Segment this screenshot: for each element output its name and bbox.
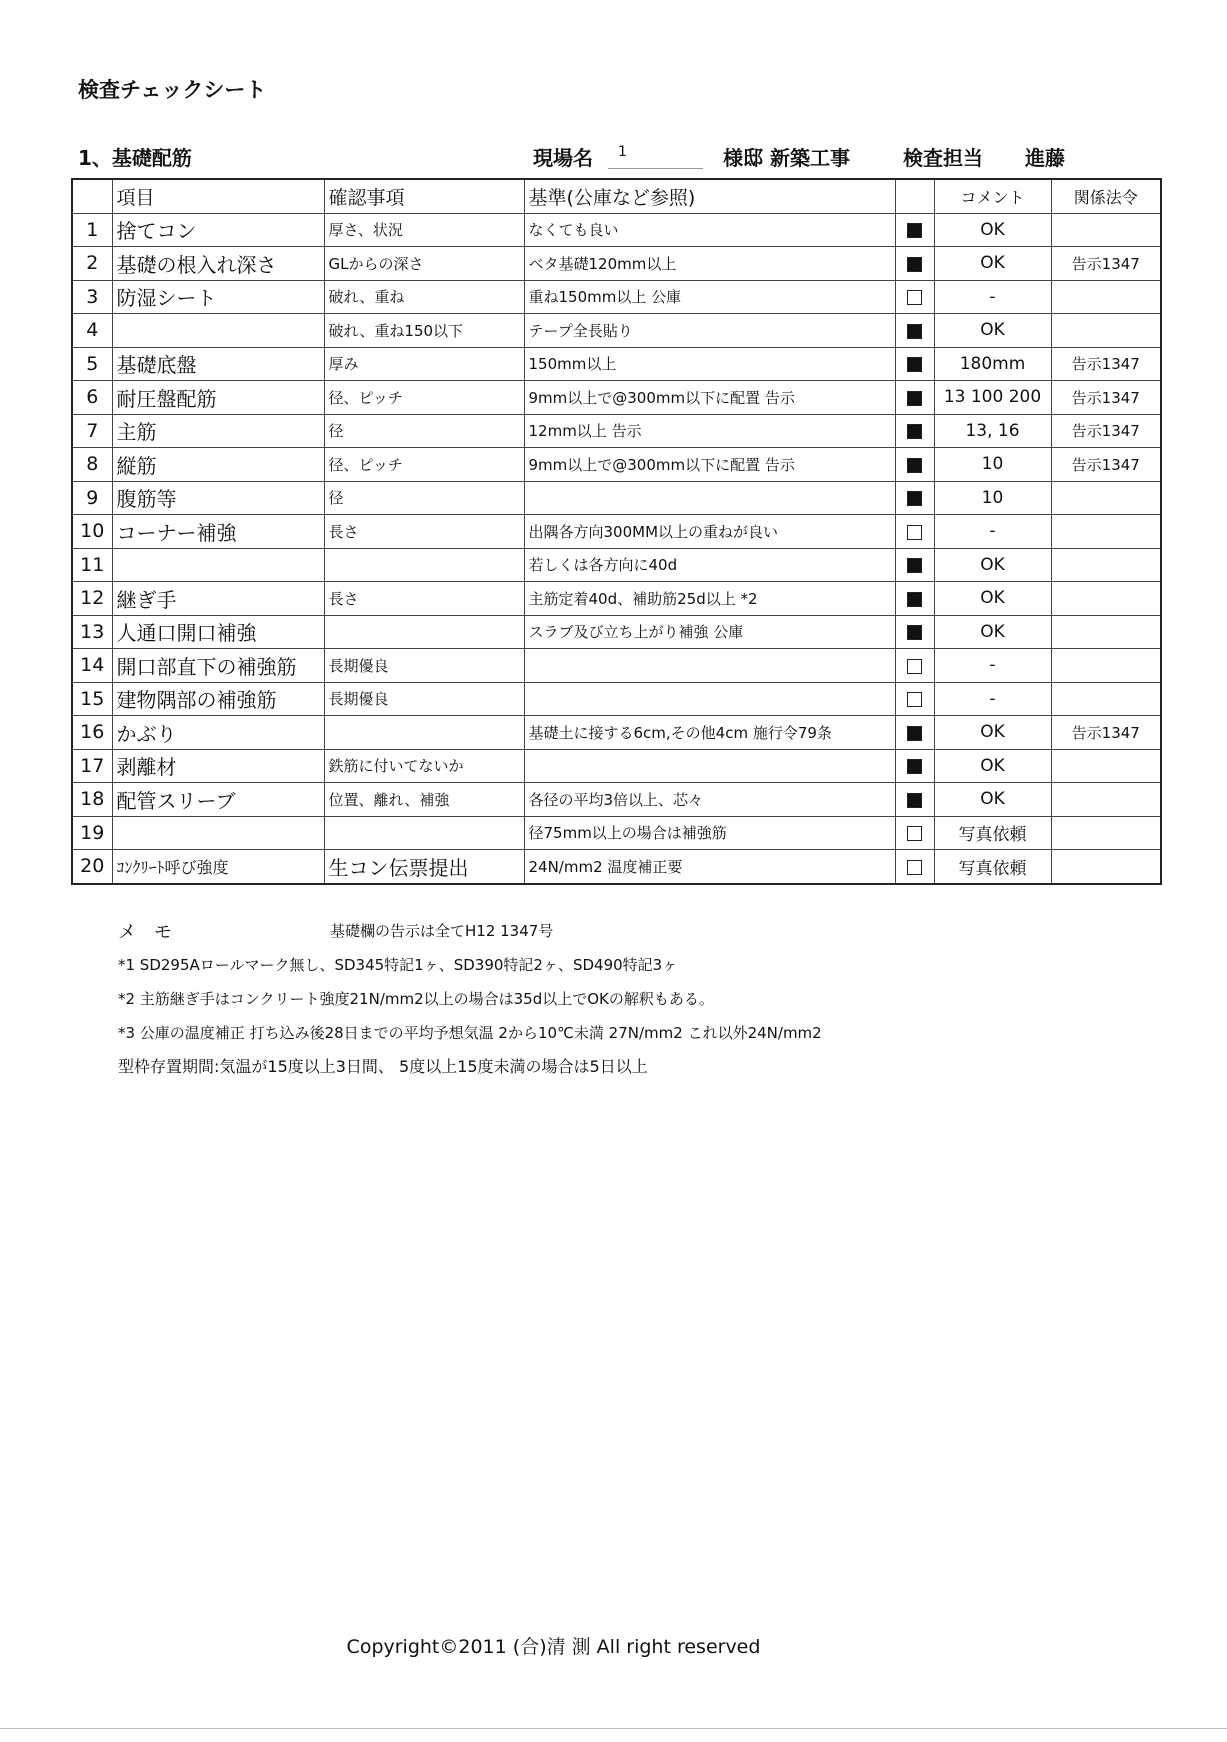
row-item: 剥離材 (112, 749, 324, 783)
checkbox[interactable] (907, 759, 922, 774)
row-confirm: 長さ (324, 515, 524, 549)
row-standard (524, 649, 895, 683)
row-standard: なくても良い (524, 213, 895, 247)
inspection-table (71, 178, 1162, 885)
row-comment: - (934, 515, 1051, 549)
table-row (72, 749, 1161, 783)
row-comment: 10 (934, 448, 1051, 482)
table-row (72, 381, 1161, 415)
row-standard: 各径の平均3倍以上、芯々 (524, 783, 895, 817)
memo-note: 基礎欄の告示は全てH12 1347号 (330, 922, 554, 940)
row-standard: 主筋定着40d、補助筋25d以上 *2 (524, 582, 895, 616)
table-row (72, 850, 1161, 884)
checkbox[interactable] (907, 592, 922, 607)
row-law: 告示1347 (1051, 716, 1161, 750)
row-number: 17 (72, 749, 112, 783)
row-standard: スラブ及び立ち上がり補強 公庫 (524, 615, 895, 649)
header-confirm: 確認事項 (324, 179, 524, 213)
checkbox[interactable] (907, 491, 922, 506)
checkbox[interactable] (907, 391, 922, 406)
table-row (72, 649, 1161, 683)
row-comment: 10 (934, 481, 1051, 515)
row-item: コーナー補強 (112, 515, 324, 549)
row-number: 15 (72, 682, 112, 716)
row-standard: 基礎土に接する6cm,その他4cm 施行令79条 (524, 716, 895, 750)
inspector-name: 進藤 (1025, 146, 1065, 170)
row-check-cell (895, 481, 934, 515)
row-law (1051, 314, 1161, 348)
table-row (72, 314, 1161, 348)
row-comment: 180mm (934, 347, 1051, 381)
row-check-cell (895, 213, 934, 247)
header-check (895, 179, 934, 213)
checkbox[interactable] (907, 659, 922, 674)
row-item: 人通口開口補強 (112, 615, 324, 649)
row-standard: テープ全長貼り (524, 314, 895, 348)
row-confirm: 厚み (324, 347, 524, 381)
row-check-cell (895, 816, 934, 850)
row-item: 継ぎ手 (112, 582, 324, 616)
checkbox[interactable] (907, 324, 922, 339)
row-law (1051, 850, 1161, 884)
row-standard: ベタ基礎120mm以上 (524, 247, 895, 281)
checkbox[interactable] (907, 290, 922, 305)
row-comment: OK (934, 548, 1051, 582)
checkbox[interactable] (907, 558, 922, 573)
copyright-footer: Copyright©2011 (合)清 測 All right reserved (346, 1636, 761, 1658)
row-law (1051, 213, 1161, 247)
row-confirm: 破れ、重ね150以下 (324, 314, 524, 348)
row-comment: OK (934, 783, 1051, 817)
row-check-cell (895, 582, 934, 616)
row-confirm: 径、ピッチ (324, 381, 524, 415)
row-standard (524, 481, 895, 515)
memo-note: *1 SD295Aロールマーク無し、SD345特記1ヶ、SD390特記2ヶ、SD490特記3ヶ (118, 956, 678, 974)
row-confirm: 径 (324, 481, 524, 515)
row-comment: 13, 16 (934, 414, 1051, 448)
row-standard: 径75mm以上の場合は補強筋 (524, 816, 895, 850)
checkbox[interactable] (907, 692, 922, 707)
row-confirm: 厚さ、状況 (324, 213, 524, 247)
table-row (72, 783, 1161, 817)
row-comment: OK (934, 749, 1051, 783)
row-number: 10 (72, 515, 112, 549)
row-check-cell (895, 615, 934, 649)
row-confirm: 長期優良 (324, 682, 524, 716)
row-check-cell (895, 515, 934, 549)
row-item: 縦筋 (112, 448, 324, 482)
section-label: 1、基礎配筋 (78, 146, 192, 170)
row-comment: OK (934, 615, 1051, 649)
header-comment: コメント (934, 179, 1051, 213)
site-name-field (608, 168, 703, 169)
row-number: 6 (72, 381, 112, 415)
row-item: 開口部直下の補強筋 (112, 649, 324, 683)
row-number: 1 (72, 213, 112, 247)
row-confirm: 鉄筋に付いてないか (324, 749, 524, 783)
row-number: 4 (72, 314, 112, 348)
table-row (72, 682, 1161, 716)
row-number: 12 (72, 582, 112, 616)
header-standard: 基準(公庫など参照) (524, 179, 895, 213)
row-item: ｺﾝｸﾘｰﾄ呼び強度 (112, 850, 324, 884)
site-name-label: 現場名 (533, 146, 593, 170)
row-number: 14 (72, 649, 112, 683)
row-comment: 写真依頼 (934, 816, 1051, 850)
section-header (78, 142, 1138, 172)
row-standard: 若しくは各方向に40d (524, 548, 895, 582)
row-confirm: 径 (324, 414, 524, 448)
row-confirm: 径、ピッチ (324, 448, 524, 482)
row-number: 2 (72, 247, 112, 281)
table-row (72, 414, 1161, 448)
row-standard: 12mm以上 告示 (524, 414, 895, 448)
row-confirm: 長期優良 (324, 649, 524, 683)
row-confirm: 生コン伝票提出 (324, 850, 524, 884)
row-comment: OK (934, 716, 1051, 750)
row-number: 20 (72, 850, 112, 884)
row-check-cell (895, 448, 934, 482)
row-comment: 13 100 200 (934, 381, 1051, 415)
row-confirm (324, 615, 524, 649)
row-item: 配管スリーブ (112, 783, 324, 817)
header-law: 関係法令 (1051, 179, 1161, 213)
row-item: 捨てコン (112, 213, 324, 247)
row-standard: 150mm以上 (524, 347, 895, 381)
row-item: 主筋 (112, 414, 324, 448)
bottom-divider (0, 1728, 1227, 1729)
row-comment: - (934, 280, 1051, 314)
row-check-cell (895, 347, 934, 381)
memo-note: *2 主筋継ぎ手はコンクリート強度21N/mm2以上の場合は35d以上でOKの解釈もある。 (118, 990, 714, 1008)
row-law (1051, 783, 1161, 817)
row-number: 13 (72, 615, 112, 649)
row-law (1051, 749, 1161, 783)
row-law (1051, 682, 1161, 716)
row-number: 5 (72, 347, 112, 381)
row-check-cell (895, 682, 934, 716)
project-name: 様邸 新築工事 (723, 146, 850, 170)
row-law: 告示1347 (1051, 448, 1161, 482)
row-standard: 9mm以上で@300mm以下に配置 告示 (524, 381, 895, 415)
row-check-cell (895, 783, 934, 817)
checkbox[interactable] (907, 826, 922, 841)
table-row (72, 448, 1161, 482)
row-comment: OK (934, 582, 1051, 616)
checkbox[interactable] (907, 525, 922, 540)
row-comment: - (934, 682, 1051, 716)
row-standard: 9mm以上で@300mm以下に配置 告示 (524, 448, 895, 482)
row-law (1051, 280, 1161, 314)
row-check-cell (895, 414, 934, 448)
table-row (72, 280, 1161, 314)
row-check-cell (895, 314, 934, 348)
table-header-row (72, 179, 1161, 213)
row-comment: OK (934, 247, 1051, 281)
header-item: 項目 (112, 179, 324, 213)
row-standard (524, 682, 895, 716)
row-check-cell (895, 280, 934, 314)
row-law (1051, 582, 1161, 616)
row-number: 8 (72, 448, 112, 482)
row-law: 告示1347 (1051, 414, 1161, 448)
row-comment: - (934, 649, 1051, 683)
row-confirm: 長さ (324, 582, 524, 616)
row-item: 腹筋等 (112, 481, 324, 515)
memo-note: *3 公庫の温度補正 打ち込み後28日までの平均予想気温 2から10℃未満 27N/mm2 これ以外24N/mm2 (118, 1024, 822, 1042)
header-no (72, 179, 112, 213)
row-check-cell (895, 381, 934, 415)
row-item: 基礎の根入れ深さ (112, 247, 324, 281)
memo-note: 型枠存置期間:気温が15度以上3日間、 5度以上15度未満の場合は5日以上 (118, 1057, 648, 1076)
row-law (1051, 649, 1161, 683)
row-number: 19 (72, 816, 112, 850)
row-number: 11 (72, 548, 112, 582)
table-row (72, 515, 1161, 549)
checkbox[interactable] (907, 625, 922, 640)
table-row (72, 481, 1161, 515)
row-confirm (324, 548, 524, 582)
row-comment: OK (934, 314, 1051, 348)
table-row (72, 716, 1161, 750)
row-item: 建物隅部の補強筋 (112, 682, 324, 716)
row-number: 3 (72, 280, 112, 314)
checkbox[interactable] (907, 257, 922, 272)
row-comment: 写真依頼 (934, 850, 1051, 884)
checkbox[interactable] (907, 424, 922, 439)
row-law: 告示1347 (1051, 347, 1161, 381)
row-number: 7 (72, 414, 112, 448)
row-item: かぶり (112, 716, 324, 750)
row-standard: 出隅各方向300MM以上の重ねが良い (524, 515, 895, 549)
checkbox[interactable] (907, 793, 922, 808)
row-confirm (324, 816, 524, 850)
row-number: 16 (72, 716, 112, 750)
row-confirm: GLからの深さ (324, 247, 524, 281)
row-law (1051, 481, 1161, 515)
row-law (1051, 515, 1161, 549)
table-row (72, 816, 1161, 850)
row-law: 告示1347 (1051, 247, 1161, 281)
row-item: 基礎底盤 (112, 347, 324, 381)
row-check-cell (895, 649, 934, 683)
checkbox[interactable] (907, 223, 922, 238)
table-row (72, 548, 1161, 582)
table-row (72, 213, 1161, 247)
row-number: 9 (72, 481, 112, 515)
row-confirm: 位置、離れ、補強 (324, 783, 524, 817)
row-law: 告示1347 (1051, 381, 1161, 415)
table-row (72, 615, 1161, 649)
row-check-cell (895, 850, 934, 884)
checkbox[interactable] (907, 726, 922, 741)
row-standard: 重ね150mm以上 公庫 (524, 280, 895, 314)
checkbox[interactable] (907, 458, 922, 473)
row-item (112, 548, 324, 582)
memo-title: メモ (118, 922, 190, 943)
document-title: 検査チェックシート (78, 78, 267, 102)
row-law (1051, 548, 1161, 582)
row-standard: 24N/mm2 温度補正要 (524, 850, 895, 884)
row-confirm (324, 716, 524, 750)
row-check-cell (895, 247, 934, 281)
checkbox[interactable] (907, 357, 922, 372)
table-row (72, 347, 1161, 381)
row-standard (524, 749, 895, 783)
row-item (112, 816, 324, 850)
row-item: 防湿シート (112, 280, 324, 314)
row-law (1051, 816, 1161, 850)
row-item (112, 314, 324, 348)
row-number: 18 (72, 783, 112, 817)
row-check-cell (895, 716, 934, 750)
row-item: 耐圧盤配筋 (112, 381, 324, 415)
site-name-mark: 1 (618, 144, 627, 160)
row-law (1051, 615, 1161, 649)
row-check-cell (895, 548, 934, 582)
table-row (72, 582, 1161, 616)
table-row (72, 247, 1161, 281)
row-confirm: 破れ、重ね (324, 280, 524, 314)
row-check-cell (895, 749, 934, 783)
inspector-label: 検査担当 (903, 146, 983, 170)
row-comment: OK (934, 213, 1051, 247)
checkbox[interactable] (907, 860, 922, 875)
